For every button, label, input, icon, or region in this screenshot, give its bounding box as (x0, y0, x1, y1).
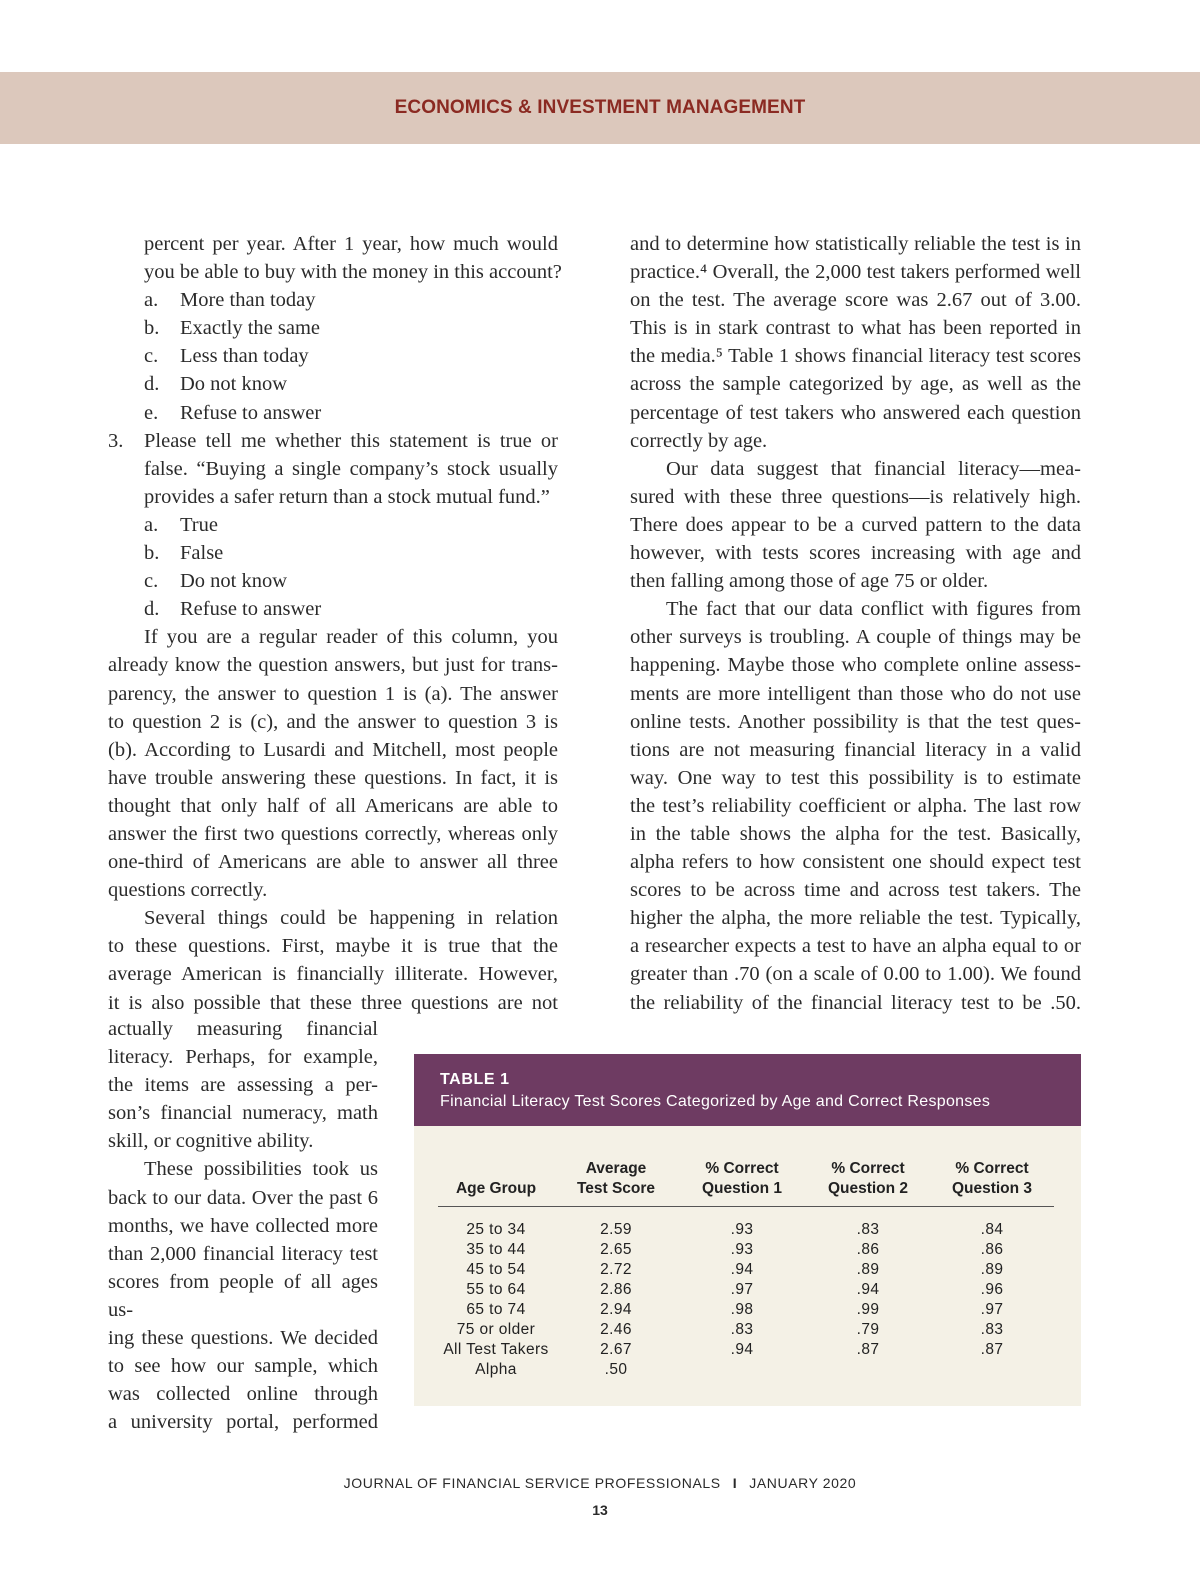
table-cell: 45 to 54 (466, 1261, 526, 1278)
table-cell: .98 (730, 1301, 754, 1318)
left-column (108, 230, 562, 1017)
list-item: b. Exactly the same (144, 317, 321, 340)
text-line: the items are assessing a per- (108, 1074, 378, 1097)
text-line: Our data suggest that financial literacy—mea- (666, 457, 1081, 480)
text-line: provides a safer return than a stock mutual fund.” (144, 485, 550, 508)
list-item: a. True (144, 513, 218, 536)
text-line: Several things could be happening in relation (144, 907, 558, 930)
text-line: practice.⁴ Overall, the 2,000 test takers performed well (630, 261, 1081, 284)
footer-separator: I (732, 1475, 738, 1491)
text-line: ing these questions. We decided (108, 1327, 378, 1350)
table-cell: .84 (980, 1221, 1004, 1238)
text-line: already know the question answers, but just for trans- (108, 654, 558, 677)
text-line: to question 2 is (c), and the answer to question 3 is (108, 710, 558, 733)
table-cell: 65 to 74 (466, 1301, 526, 1318)
text-line: tions are not measuring financial literacy in a valid (630, 738, 1081, 761)
text-line: way. One way to test this possibility is to estimate (630, 766, 1081, 789)
text-line: months, we have collected more (108, 1214, 378, 1237)
list-item: a. More than today (144, 289, 316, 312)
table-cell: 2.65 (600, 1241, 632, 1258)
list-item: b. False (144, 542, 224, 565)
text-line: false. “Buying a single company’s stock usually (144, 457, 558, 480)
table-cell: .93 (730, 1221, 754, 1238)
journal-name: JOURNAL OF FINANCIAL SERVICE PROFESSIONALS (343, 1475, 721, 1491)
table-cell: 2.67 (600, 1341, 632, 1358)
table-1 (414, 1054, 1081, 1406)
text-line: literacy. Perhaps, for example, (108, 1046, 378, 1069)
table-cell: .99 (856, 1301, 880, 1318)
table-cell: .86 (856, 1241, 880, 1258)
text-line: and to determine how statistically reliable the test is in (630, 233, 1081, 255)
text-line: to see how our sample, which (108, 1355, 378, 1378)
text-line: then falling among those of age 75 or older. (630, 570, 989, 593)
table-row (438, 1240, 1054, 1260)
text-line: parency, the answer to question 1 is (a). The answer (108, 682, 558, 705)
text-line: questions correctly. (108, 879, 268, 902)
text-line: There does appear to be a curved pattern to the data (630, 513, 1081, 536)
text-line: than 2,000 financial literacy test (108, 1242, 378, 1265)
table-caption: Financial Literacy Test Scores Categorized by Age and Correct Responses (440, 1093, 991, 1110)
text-line: on the test. The average score was 2.67 out of 3.00. (630, 289, 1081, 312)
issue-date: JANUARY 2020 (749, 1475, 857, 1491)
text-line: a university portal, performed (108, 1411, 378, 1434)
table-cell: .94 (856, 1281, 880, 1298)
table-cell: 75 or older (456, 1321, 536, 1338)
data-table (438, 1159, 1054, 1380)
text-line: scores to be across time and across test takers. The (630, 879, 1081, 902)
text-line: sured with these three questions—is relatively high. (630, 485, 1081, 508)
text-line: back to our data. Over the past 6 (108, 1186, 378, 1209)
list-item: d. Do not know (144, 373, 288, 396)
table-cell (806, 1360, 930, 1380)
text-line: The fact that our data conflict with figures from (666, 598, 1081, 621)
table-cell: .50 (604, 1361, 628, 1378)
left-column-narrow (108, 1015, 378, 1436)
column-header: % Correct Question 3 (930, 1159, 1054, 1207)
table-row (438, 1300, 1054, 1320)
table-header-row (438, 1159, 1054, 1207)
column-header: Average Test Score (554, 1159, 678, 1207)
text-line: other surveys is troubling. A couple of things may be (630, 626, 1081, 649)
table-cell: .89 (980, 1261, 1004, 1278)
table-cell: Alpha (475, 1361, 517, 1378)
table-cell: .94 (730, 1341, 754, 1358)
text-line: have trouble answering these questions. In fact, it is (108, 766, 558, 789)
text-line: happening. Maybe those who complete online assess- (630, 654, 1081, 677)
section-title: ECONOMICS & INVESTMENT MANAGEMENT (394, 97, 806, 118)
table-cell: All Test Takers (443, 1341, 549, 1358)
table-cell: .96 (980, 1281, 1004, 1298)
question-3: 3. Please tell me whether this statement is true or (108, 429, 558, 452)
page-footer (0, 1475, 1200, 1491)
table-cell: 2.72 (600, 1261, 632, 1278)
text-line: a researcher expects a test to have an alpha equal to or (630, 935, 1081, 958)
text-line: one-third of Americans are able to answer all three (108, 851, 558, 874)
text-line: across the sample categorized by age, as well as the (630, 373, 1081, 396)
text-line: you be able to buy with the money in this account? (144, 261, 562, 284)
text-line: average American is financially illiterate. However, (108, 963, 558, 986)
text-line: was collected online through (108, 1383, 378, 1406)
table-cell: 55 to 64 (466, 1281, 526, 1298)
table-cell: .83 (856, 1221, 880, 1238)
text-line: (b). According to Lusardi and Mitchell, most people (108, 738, 558, 761)
table-cell: .93 (730, 1241, 754, 1258)
text-line: alpha refers to how consistent one should expect test (630, 851, 1081, 874)
list-item: c. Do not know (144, 570, 288, 593)
text-line: thought that only half of all Americans are able to (108, 794, 558, 817)
table-cell: 2.94 (600, 1301, 632, 1318)
text-line: the test’s reliability coefficient or alpha. The last row (630, 794, 1081, 817)
table-row (438, 1280, 1054, 1300)
table-cell: .94 (730, 1261, 754, 1278)
text-line: correctly by age. (630, 429, 768, 452)
text-line: higher the alpha, the more reliable the test. Typically, (630, 907, 1081, 930)
text-line: ments are more intelligent than those who do not use (630, 682, 1081, 705)
column-header: Age Group (438, 1159, 554, 1207)
text-line: percentage of test takers who answered each question (630, 401, 1081, 424)
table-cell (930, 1360, 1054, 1380)
text-line: If you are a regular reader of this column, you (144, 626, 558, 649)
text-line: online tests. Another possibility is that the test ques- (630, 710, 1081, 733)
list-item: e. Refuse to answer (144, 401, 322, 424)
table-row (438, 1340, 1054, 1360)
text-line: the reliability of the financial literacy test to be .50. (630, 991, 1081, 1014)
table-cell: .89 (856, 1261, 880, 1278)
text-line: it is also possible that these three questions are not (108, 991, 558, 1014)
table-cell: .86 (980, 1241, 1004, 1258)
table-row (438, 1360, 1054, 1380)
text-line: greater than .70 (on a scale of 0.00 to 1.00). We found (630, 963, 1081, 986)
table-cell: .79 (856, 1321, 880, 1338)
text-line: percent per year. After 1 year, how much would (144, 233, 558, 255)
text-line: skill, or cognitive ability. (108, 1130, 314, 1153)
right-column (630, 230, 1081, 1017)
table-cell: 25 to 34 (466, 1221, 526, 1238)
column-header: % Correct Question 2 (806, 1159, 930, 1207)
text-line: actually measuring financial (108, 1018, 378, 1040)
table-cell: .97 (980, 1301, 1004, 1318)
text-line: answer the first two questions correctly, whereas only (108, 822, 558, 845)
table-cell: .87 (980, 1341, 1004, 1358)
page-number: 13 (592, 1502, 608, 1518)
list-item: c. Less than today (144, 345, 309, 368)
table-cell: 2.46 (600, 1321, 632, 1338)
table-cell: 35 to 44 (466, 1241, 526, 1258)
column-header: % Correct Question 1 (678, 1159, 806, 1207)
table-cell: .83 (980, 1321, 1004, 1338)
text-line: however, with tests scores increasing with age and (630, 542, 1081, 565)
text-line: son’s financial numeracy, math (108, 1102, 378, 1125)
text-line: These possibilities took us (144, 1158, 378, 1181)
text-line: scores from people of all ages us- (108, 1270, 378, 1321)
table-row (438, 1320, 1054, 1340)
table-row (438, 1260, 1054, 1280)
table-cell: 2.59 (600, 1221, 632, 1238)
table-row (438, 1207, 1054, 1241)
text-line: to these questions. First, maybe it is true that the (108, 935, 558, 958)
text-line: This is in stark contrast to what has been reported in (630, 317, 1081, 340)
table-cell: 2.86 (600, 1281, 632, 1298)
table-cell (678, 1360, 806, 1380)
table-cell: .87 (856, 1341, 880, 1358)
text-line: the media.⁵ Table 1 shows financial literacy test scores (630, 345, 1081, 368)
text-line: in the table shows the alpha for the test. Basically, (630, 822, 1081, 845)
table-cell: .83 (730, 1321, 754, 1338)
table-header-bar (414, 1054, 1081, 1126)
table-cell: .97 (730, 1281, 754, 1298)
list-item: d. Refuse to answer (144, 598, 322, 621)
table-label: TABLE 1 (440, 1071, 510, 1088)
